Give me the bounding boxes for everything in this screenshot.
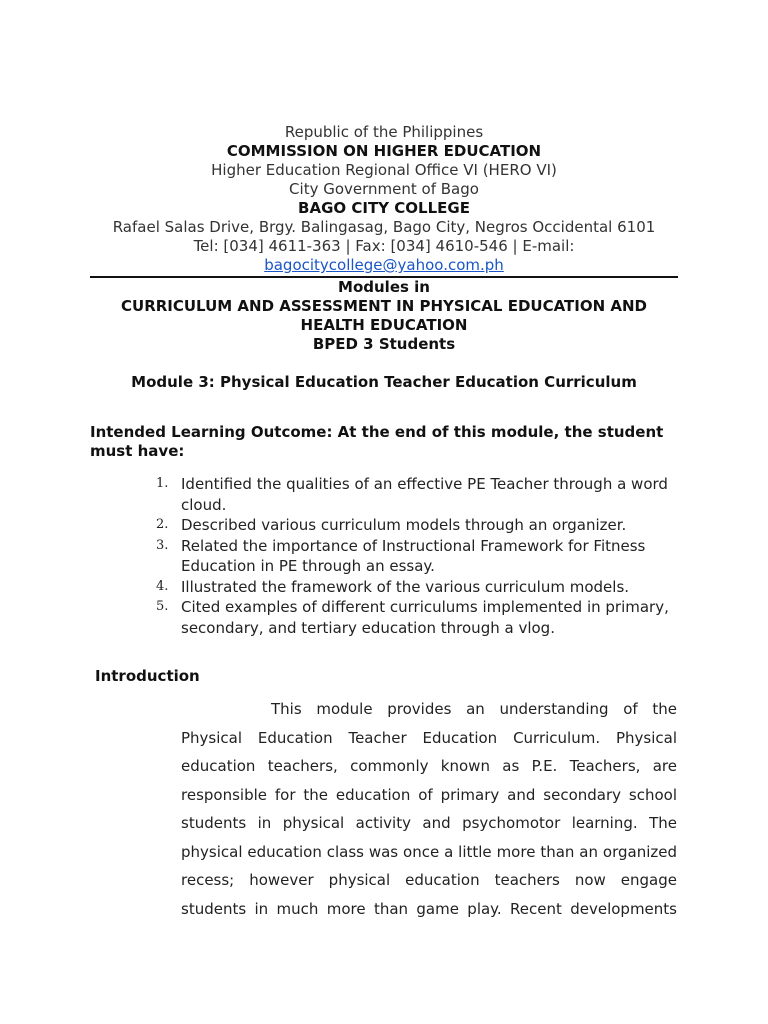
city-government: City Government of Bago [289, 180, 479, 198]
learning-outcome-heading [90, 423, 680, 461]
introduction-paragraph [181, 695, 677, 923]
paragraph-line: This module provides an understanding of the [271, 700, 677, 718]
introduction-heading: Introduction [95, 667, 200, 685]
paragraph-line: physical education class was once a little more than an organized [181, 842, 677, 861]
email-link[interactable]: bagocitycollege@yahoo.com.ph [264, 256, 504, 274]
list-item-text: Cited examples of different curriculums implemented in primary, [181, 598, 669, 616]
list-item-text: Illustrated the framework of the various curriculum models. [181, 577, 630, 596]
commission-name: COMMISSION ON HIGHER EDUCATION [226, 142, 542, 160]
list-item [150, 474, 680, 515]
list-item [150, 597, 680, 638]
paragraph-line: Physical Education Teacher Education Curriculum. Physical [181, 728, 677, 747]
paragraph-line: recess; however physical education teachers now engage [181, 871, 677, 889]
college-name: BAGO CITY COLLEGE [298, 199, 470, 217]
list-item-text: Related the importance of Instructional Framework for Fitness [181, 536, 646, 555]
learning-outcome-heading-line2: must have: [90, 442, 185, 460]
course-title-line2: HEALTH EDUCATION [300, 316, 468, 334]
contact-line: Tel: [034] 4611-363 | Fax: [034] 4610-546 | E-mail: [193, 237, 575, 255]
list-item [150, 577, 680, 598]
list-item-number: 5. [156, 599, 169, 614]
list-item-number: 1. [156, 476, 169, 491]
regional-office: Higher Education Regional Office VI (HERO VI) [211, 161, 557, 179]
module-title: Module 3: Physical Education Teacher Education Curriculum [131, 373, 637, 391]
list-item [150, 515, 680, 536]
learning-outcome-heading-line1: Intended Learning Outcome: At the end of this module, the student [90, 423, 664, 441]
list-item-text: Identified the qualities of an effective PE Teacher through a word [181, 475, 668, 493]
list-item-text-cont: secondary, and tertiary education through a vlog. [181, 618, 555, 637]
country-line: Republic of the Philippines [284, 123, 484, 141]
modules-in-label: Modules in [338, 278, 430, 296]
list-item-number: 4. [156, 578, 169, 594]
paragraph-line: students in physical activity and psychomotor learning. The [181, 814, 677, 832]
learning-outcome-list [150, 474, 680, 638]
audience-label: BPED 3 Students [312, 335, 456, 353]
paragraph-line: students in much more than game play. Recent developments [181, 899, 677, 918]
module-titles [90, 278, 678, 354]
list-item-number: 2. [156, 517, 169, 532]
letterhead [90, 123, 678, 275]
list-item [150, 536, 680, 577]
course-title-line1: CURRICULUM AND ASSESSMENT IN PHYSICAL EDUCATION AND [121, 297, 647, 315]
list-item-number: 3. [156, 537, 169, 553]
college-address: Rafael Salas Drive, Brgy. Balingasag, Bago City, Negros Occidental 6101 [112, 218, 656, 236]
list-item-text-cont: cloud. [181, 495, 227, 514]
list-item-text: Described various curriculum models through an organizer. [181, 516, 627, 534]
paragraph-line: responsible for the education of primary and secondary school [181, 785, 677, 804]
list-item-text-cont: Education in PE through an essay. [181, 557, 435, 575]
paragraph-line: education teachers, commonly known as P.E. Teachers, are [181, 757, 677, 775]
